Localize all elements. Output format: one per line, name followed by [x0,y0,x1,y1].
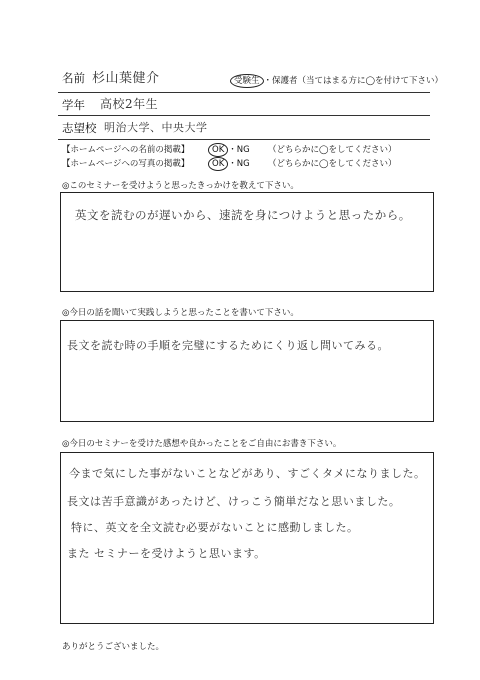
q2-answer-text: 長文を読む時の手順を完璧にするためにくり返し問いてみる。 [67,339,389,352]
q1-answer-box[interactable] [60,192,434,292]
consent-photo-note: （どちらかに◯をしてください） [268,159,397,169]
consent-name-row [62,143,422,155]
consent-photo-row [62,157,422,169]
q3-answer-line-3: 特に、英文を全文読む必要がないことに感動しました。 [71,521,359,534]
q1-prompt: ◎このセミナーを受けようと思ったきっかけを教えて下さい。 [62,181,299,191]
school-underline [58,139,430,140]
school-label: 志望校 [62,121,97,135]
q3-answer-line-1: 今まで気にした事がないことなどがあり、すごくタメになりました。 [69,467,426,480]
name-label: 名前 [62,71,85,85]
q3-prompt: ◎今日のセミナーを受けた感想や良かったことをご自由にお書き下さい。 [62,439,342,449]
consent-name-ok-circled[interactable]: OK [208,143,228,157]
consent-photo-text: 【ホームページへの写真の掲載】 [62,159,190,169]
consent-name-text: 【ホームページへの名前の掲載】 [62,145,190,155]
role-rest: ・保護者（当てはまる方に◯を付けて下さい） [263,76,444,86]
role-selector[interactable] [230,74,443,88]
role-student-circled[interactable]: 受験生 [230,74,264,88]
q1-answer-text: 英文を読むのが遅いから、速読を身につけようと思ったから。 [75,208,411,222]
name-value[interactable]: 杉山葉健介 [92,71,160,86]
q2-answer-box[interactable] [60,320,434,422]
consent-photo-ng[interactable]: ・NG [228,159,250,169]
consent-name-ng[interactable]: ・NG [228,145,250,155]
q3-answer-box[interactable] [60,452,434,624]
grade-underline [58,115,430,116]
grade-value[interactable]: 高校2年生 [100,97,159,111]
q3-answer-line-2: 長文は苦手意識があったけど、けっこう簡単だなと思いました。 [67,495,401,508]
footer-thanks: ありがとうございました。 [62,642,165,652]
consent-photo-ok-circled[interactable]: OK [208,157,228,171]
consent-name-note: （どちらかに◯をしてください） [268,145,397,155]
q3-answer-line-4: また セミナーを受けようと思います。 [67,547,266,560]
grade-label: 学年 [62,98,85,112]
name-underline [58,92,430,93]
q2-prompt: ◎今日の話を聞いて実践しようと思ったことを書いて下さい。 [62,308,299,318]
school-value[interactable]: 明治大学、中央大学 [104,121,208,134]
